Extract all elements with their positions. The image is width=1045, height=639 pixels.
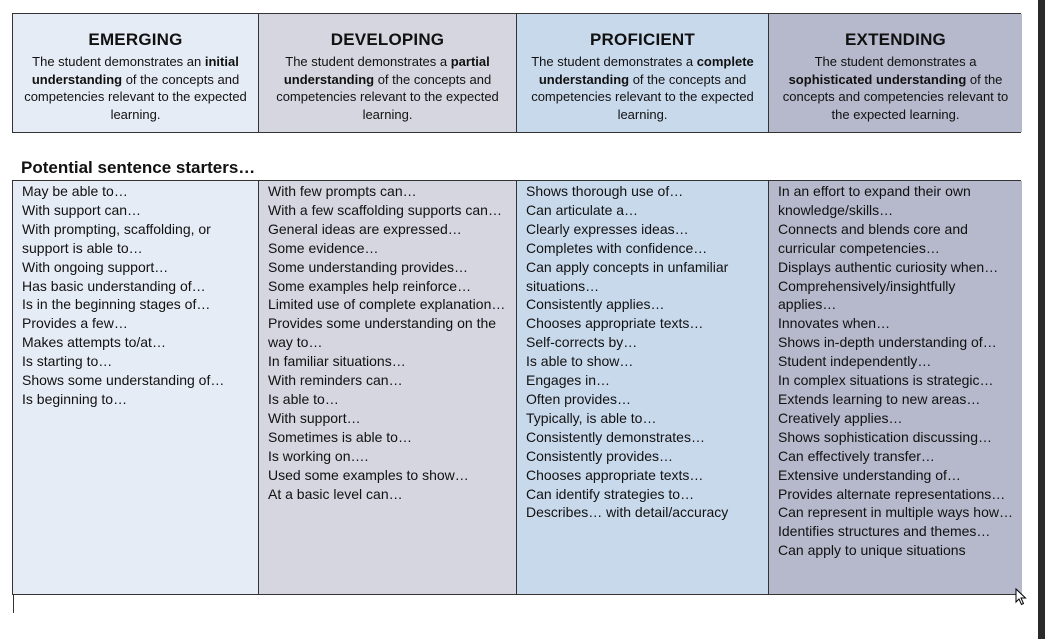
sentence-starter: With support…	[268, 409, 361, 426]
sentence-starter: Shows in-depth understanding of…	[778, 334, 997, 351]
sentence-starter: Can identify strategies to…	[526, 485, 695, 502]
sentence-starter: Chooses appropriate texts…	[526, 315, 704, 332]
level-title: EXTENDING	[845, 30, 946, 49]
desc-bold: sophisticated understanding	[788, 71, 967, 87]
sentence-starter: General ideas are expressed…	[268, 220, 462, 237]
level-title: DEVELOPING	[330, 30, 445, 49]
level-emerging	[13, 14, 259, 132]
sentence-starter: Is able to…	[268, 390, 339, 407]
sentence-starter: Displays authentic curiosity when…	[778, 258, 999, 275]
sentence-starter: With a few scaffolding supports can…	[268, 201, 502, 218]
level-description	[517, 53, 768, 123]
sentence-starter: With ongoing support…	[22, 258, 169, 275]
sentence-starter: Is working on….	[268, 447, 369, 464]
sentence-starter: Engages in…	[526, 372, 611, 389]
sentence-starter: With prompting, scaffolding, or support is able to…	[22, 220, 211, 256]
sentence-starter: Can articulate a…	[526, 201, 639, 218]
sentence-starter: Self-corrects by…	[526, 334, 638, 351]
sentence-starter: Consistently applies…	[526, 296, 665, 313]
sentence-starter: Shows sophistication discussing…	[778, 428, 992, 445]
sentence-starter: Typically, is able to…	[526, 409, 657, 426]
sentence-starters-table	[12, 180, 1021, 595]
level-description	[769, 53, 1022, 123]
level-developing	[259, 14, 517, 132]
sentence-starter: Provides alternate representations…	[778, 485, 1006, 502]
starters-column-developing	[259, 181, 517, 594]
sentence-starter: Connects and blends core and curricular competencies…	[778, 220, 968, 256]
sentence-starter: Student independently…	[778, 353, 932, 370]
sentence-starter: Can apply concepts in unfamiliar situations…	[526, 258, 729, 294]
sentence-starter: Identifies structures and themes…	[778, 523, 991, 540]
desc-bold: initial understanding	[31, 54, 239, 87]
sentence-starter: Can apply to unique situations	[778, 542, 966, 559]
desc-text: of the concepts and competencies relevant to the expected learning.	[24, 71, 247, 122]
sentence-starter: Consistently provides…	[526, 447, 674, 464]
sentence-starter: Comprehensively/insightfully applies…	[778, 277, 956, 313]
starters-column-emerging	[13, 181, 259, 594]
window-edge	[1038, 0, 1045, 639]
table-border-tail	[13, 594, 14, 613]
sentence-starter: Creatively applies…	[778, 409, 903, 426]
sentence-starter: Shows some understanding of…	[22, 372, 225, 389]
sentence-starter: Sometimes is able to…	[268, 428, 412, 445]
sentence-starter: Some examples help reinforce…	[268, 277, 472, 294]
sentence-starter: Extensive understanding of…	[778, 466, 961, 483]
sentence-starter: Can effectively transfer…	[778, 447, 935, 464]
sentence-starter: Makes attempts to/at…	[22, 334, 166, 351]
sentence-starter: Can represent in multiple ways how…	[778, 504, 1013, 521]
sentence-starter: In complex situations is strategic…	[778, 372, 994, 389]
desc-text: The student demonstrates a	[531, 54, 697, 69]
sentence-starter: Is starting to…	[22, 353, 113, 370]
section-heading: Potential sentence starters…	[21, 158, 256, 177]
sentence-starter: At a basic level can…	[268, 485, 403, 502]
sentence-starter: Some understanding provides…	[268, 258, 469, 275]
level-description	[13, 53, 258, 123]
level-extending	[769, 14, 1022, 132]
sentence-starter: In an effort to expand their own knowledge/skills…	[778, 183, 971, 218]
sentence-starter: Some evidence…	[268, 239, 379, 256]
desc-text: The student demonstrates an	[32, 54, 205, 69]
sentence-starter: Has basic understanding of…	[22, 277, 206, 294]
sentence-starter: With reminders can…	[268, 372, 403, 389]
sentence-starter: Limited use of complete explanation…	[268, 296, 506, 313]
sentence-starter: Used some examples to show…	[268, 466, 469, 483]
sentence-starter: Provides some understanding on the way to…	[268, 315, 497, 351]
level-title: PROFICIENT	[590, 30, 695, 49]
sentence-starter: Completes with confidence…	[526, 239, 708, 256]
desc-bold: complete understanding	[538, 54, 754, 87]
sentence-starter: Describes… with detail/accuracy	[526, 504, 729, 521]
sentence-starter: May be able to…	[22, 183, 128, 199]
sentence-starter: Clearly expresses ideas…	[526, 220, 689, 237]
desc-text: of the concepts and competencies relevant to the expected learning.	[531, 71, 754, 122]
sentence-starter: With few prompts can…	[268, 183, 417, 199]
desc-bold: partial understanding	[283, 54, 490, 87]
sentence-starter: Is able to show…	[526, 353, 634, 370]
sentence-starter: Provides a few…	[22, 315, 128, 332]
desc-text: of the concepts and competencies relevant to the expected learning.	[276, 71, 499, 122]
sentence-starter: Is beginning to…	[22, 390, 128, 407]
level-proficient	[517, 14, 769, 132]
starters-column-extending	[769, 181, 1022, 594]
sentence-starter: Innovates when…	[778, 315, 891, 332]
mouse-cursor-icon	[1015, 588, 1027, 606]
sentence-starter: Extends learning to new areas…	[778, 390, 981, 407]
desc-text: The student demonstrates a	[814, 54, 977, 69]
starters-column-proficient	[517, 181, 769, 594]
sentence-starter: Chooses appropriate texts…	[526, 466, 704, 483]
sentence-starter: With support can…	[22, 201, 142, 218]
sentence-starter: In familiar situations…	[268, 353, 406, 370]
sentence-starter: Often provides…	[526, 390, 632, 407]
desc-text: The student demonstrates a	[285, 54, 451, 69]
proficiency-levels-table	[12, 13, 1021, 133]
sentence-starter: Is in the beginning stages of…	[22, 296, 211, 313]
level-title: EMERGING	[88, 30, 183, 49]
sentence-starter: Consistently demonstrates…	[526, 428, 705, 445]
sentence-starter: Shows thorough use of…	[526, 183, 684, 199]
level-description	[259, 53, 516, 123]
desc-text: of the concepts and competencies relevant to the expected learning.	[782, 71, 1009, 122]
